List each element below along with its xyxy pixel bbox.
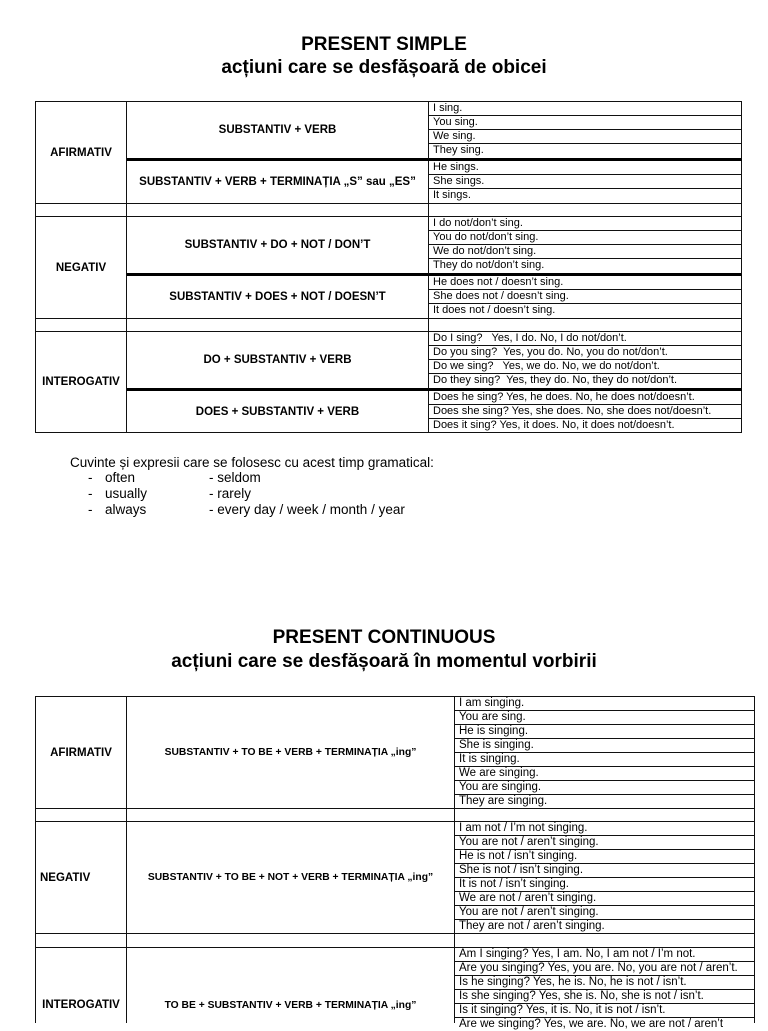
continuous-afirmativ-label: AFIRMATIV xyxy=(36,697,127,809)
example-sentence: Does he sing? Yes, he does. No, he does not/doesn’t. xyxy=(429,391,742,405)
keyword-left: often xyxy=(105,470,136,485)
example-sentence: Am I singing? Yes, I am. No, I am not / I’m not. xyxy=(455,948,755,962)
keywords-intro: Cuvinte și expresii care se folosesc cu acest timp gramatical: xyxy=(70,455,434,470)
blank-cell xyxy=(36,809,127,822)
continuous-negativ-formula: SUBSTANTIV + TO BE + NOT + VERB + TERMINAȚIA „ing” xyxy=(127,822,455,934)
example-sentence: We sing. xyxy=(429,130,742,144)
example-sentence: I do not/don’t sing. xyxy=(429,217,742,231)
example-sentence: We are not / aren’t singing. xyxy=(455,892,755,906)
keyword-right: - rarely xyxy=(209,486,252,501)
blank-cell xyxy=(127,319,429,332)
example-sentence: Does it sing? Yes, it does. No, it does not/doesn’t. xyxy=(429,419,742,433)
keyword-left: always xyxy=(105,502,147,517)
simple-afirmativ-formula-plural: SUBSTANTIV + VERB xyxy=(127,102,429,161)
blank-cell xyxy=(429,319,742,332)
example-sentence: I sing. xyxy=(429,102,742,116)
example-sentence: We are singing. xyxy=(455,767,755,781)
simple-afirmativ-label: AFIRMATIV xyxy=(36,102,127,204)
continuous-afirmativ-formula: SUBSTANTIV + TO BE + VERB + TERMINAȚIA „ing” xyxy=(127,697,455,809)
keyword-right: - seldom xyxy=(209,470,261,485)
example-sentence: She does not / doesn’t sing. xyxy=(429,290,742,304)
example-sentence: They are not / aren’t singing. xyxy=(455,920,755,934)
simple-interogativ-formula-does: DOES + SUBSTANTIV + VERB xyxy=(127,391,429,433)
example-sentence: Does she sing? Yes, she does. No, she does not/doesn’t. xyxy=(429,405,742,419)
simple-negativ-formula-do: SUBSTANTIV + DO + NOT / DON’T xyxy=(127,217,429,276)
blank-cell xyxy=(36,319,127,332)
blank-cell xyxy=(455,934,755,948)
keyword-right: - every day / week / month / year xyxy=(209,502,405,517)
example-sentence: He sings. xyxy=(429,161,742,175)
example-sentence: Is it singing? Yes, it is. No, it is not / isn’t. xyxy=(455,1004,755,1018)
example-sentence: You are not / aren’t singing. xyxy=(455,906,755,920)
example-sentence: It is singing. xyxy=(455,753,755,767)
continuous-interogativ-label: INTEROGATIV xyxy=(36,948,127,1023)
keyword-left: usually xyxy=(105,486,148,501)
present-continuous-table xyxy=(35,696,755,1030)
example-sentence: Are you singing? Yes, you are. No, you are not / aren’t. xyxy=(455,962,755,976)
example-sentence: You are singing. xyxy=(455,781,755,795)
example-sentence: Do I sing? Yes, I do. No, I do not/don’t. xyxy=(429,332,742,346)
blank-cell xyxy=(36,204,127,217)
example-sentence: She sings. xyxy=(429,175,742,189)
example-sentence: You sing. xyxy=(429,116,742,130)
example-sentence: It does not / doesn’t sing. xyxy=(429,304,742,319)
blank-cell xyxy=(429,204,742,217)
present-simple-subtitle: acțiuni care se desfășoară de obicei xyxy=(221,57,547,78)
list-marker: - xyxy=(88,486,93,501)
blank-cell xyxy=(127,934,455,948)
list-marker: - xyxy=(88,470,93,485)
present-simple-title: PRESENT SIMPLE xyxy=(301,34,467,55)
present-continuous-title: PRESENT CONTINUOUS xyxy=(272,627,496,648)
blank-cell xyxy=(455,809,755,822)
example-sentence: Do you sing? Yes, you do. No, you do not/don’t. xyxy=(429,346,742,360)
example-sentence: Is she singing? Yes, she is. No, she is not / isn’t. xyxy=(455,990,755,1004)
example-sentence: It is not / isn’t singing. xyxy=(455,878,755,892)
example-sentence: We do not/don’t sing. xyxy=(429,245,742,259)
simple-interogativ-label: INTEROGATIV xyxy=(36,332,127,433)
blank-cell xyxy=(127,809,455,822)
example-sentence: You are not / aren’t singing. xyxy=(455,836,755,850)
blank-cell xyxy=(36,934,127,948)
example-sentence: She is singing. xyxy=(455,739,755,753)
example-sentence: They sing. xyxy=(429,144,742,161)
present-continuous-subtitle: acțiuni care se desfășoară în momentul vorbirii xyxy=(171,651,597,672)
simple-negativ-label: NEGATIV xyxy=(36,217,127,319)
example-sentence: Do we sing? Yes, we do. No, we do not/don’t. xyxy=(429,360,742,374)
simple-afirmativ-formula-third-person: SUBSTANTIV + VERB + TERMINAȚIA „S” sau „ES” xyxy=(127,161,429,204)
example-sentence: You do not/don’t sing. xyxy=(429,231,742,245)
example-sentence: You are sing. xyxy=(455,711,755,725)
continuous-negativ-label: NEGATIV xyxy=(36,822,127,934)
example-sentence: He is singing. xyxy=(455,725,755,739)
example-sentence: She is not / isn’t singing. xyxy=(455,864,755,878)
example-sentence: I am singing. xyxy=(455,697,755,711)
simple-interogativ-formula-do: DO + SUBSTANTIV + VERB xyxy=(127,332,429,391)
list-item xyxy=(0,486,768,502)
list-item xyxy=(0,470,768,486)
example-sentence: Is he singing? Yes, he is. No, he is not / isn’t. xyxy=(455,976,755,990)
example-sentence: It sings. xyxy=(429,189,742,204)
example-sentence: He does not / doesn’t sing. xyxy=(429,276,742,290)
continuous-interogativ-formula: TO BE + SUBSTANTIV + VERB + TERMINAȚIA „ing” xyxy=(127,948,455,1023)
list-item xyxy=(0,502,768,518)
example-sentence: Do they sing? Yes, they do. No, they do not/don’t. xyxy=(429,374,742,391)
list-marker: - xyxy=(88,502,93,517)
blank-cell xyxy=(127,204,429,217)
example-sentence: I am not / I’m not singing. xyxy=(455,822,755,836)
example-sentence: They are singing. xyxy=(455,795,755,809)
present-simple-table xyxy=(35,101,742,433)
example-sentence: They do not/don’t sing. xyxy=(429,259,742,276)
example-sentence: Are we singing? Yes, we are. No, we are not / aren’t xyxy=(455,1018,755,1023)
simple-negativ-formula-does: SUBSTANTIV + DOES + NOT / DOESN’T xyxy=(127,276,429,319)
example-sentence: He is not / isn’t singing. xyxy=(455,850,755,864)
